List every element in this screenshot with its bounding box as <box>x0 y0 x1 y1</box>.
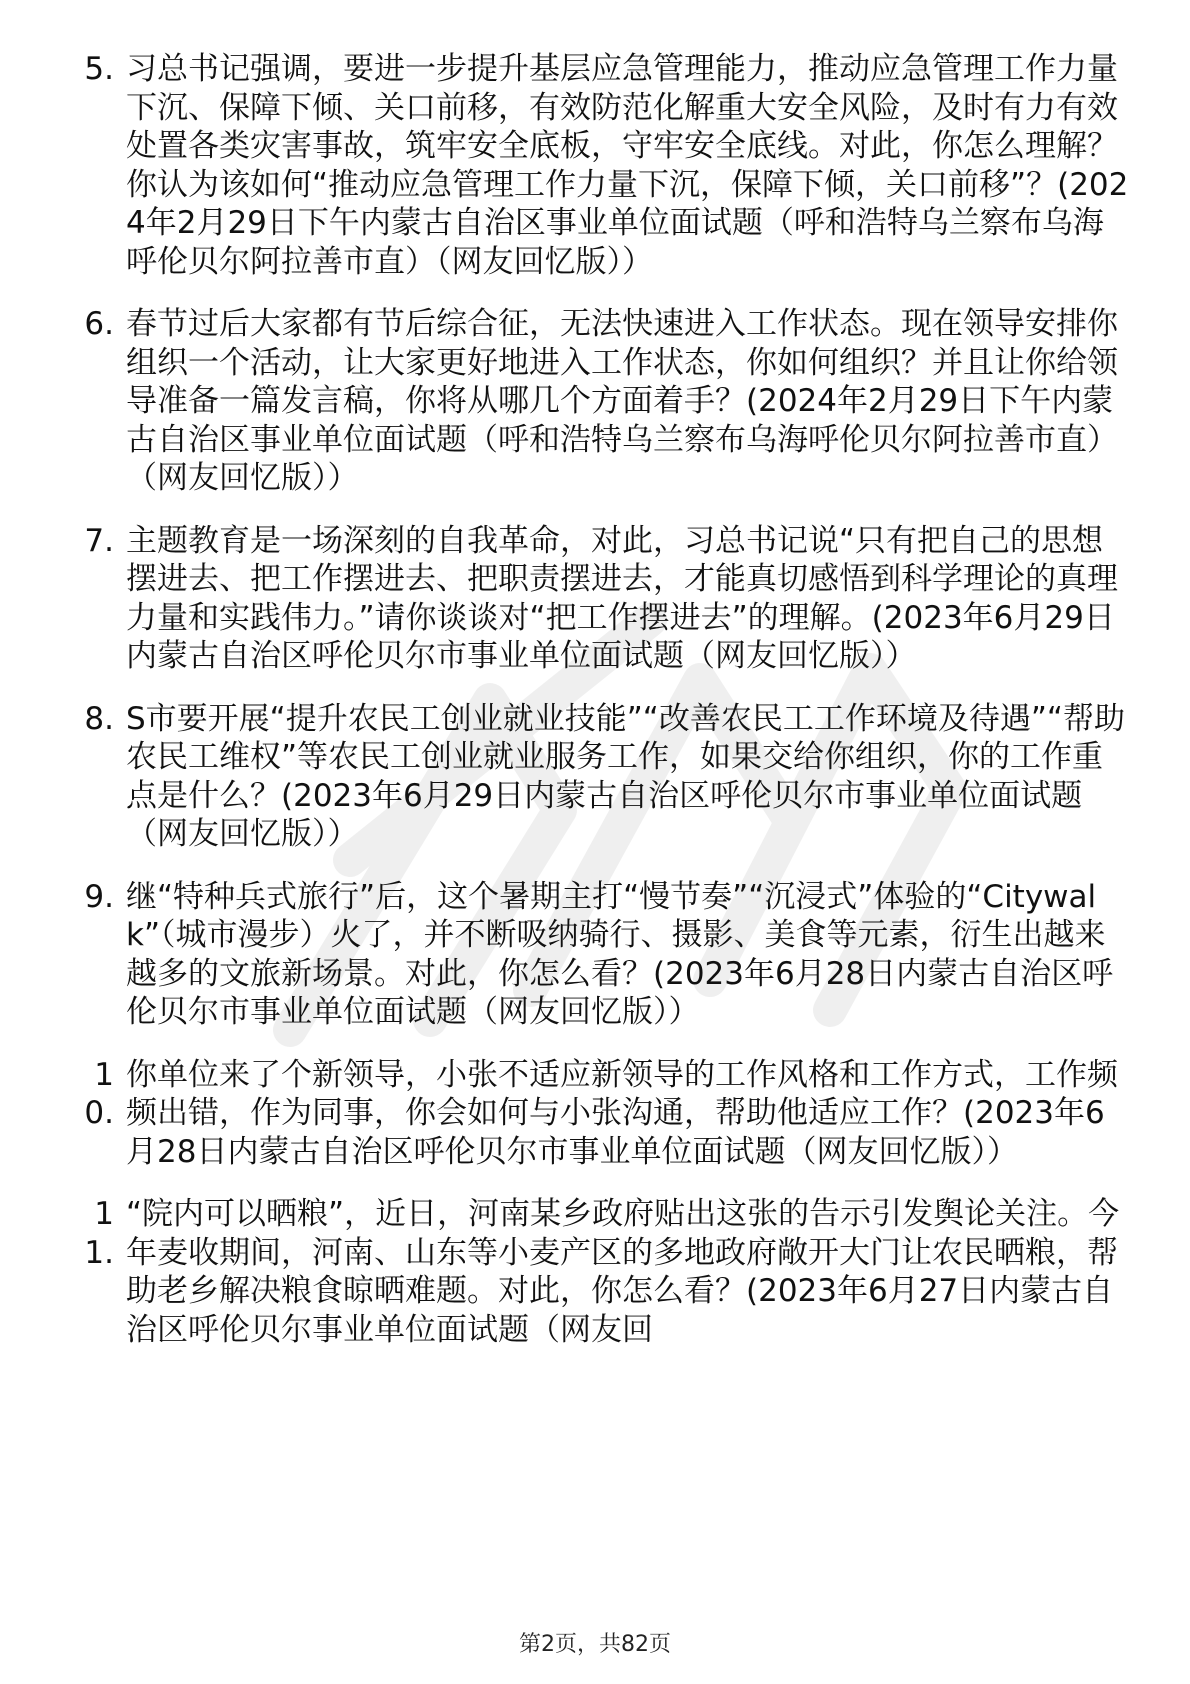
question-number: 10. <box>84 1056 114 1131</box>
question-item-8 <box>70 700 1130 854</box>
question-text: 习总书记强调，要进一步提升基层应急管理能力，推动应急管理工作力量下沉、保障下倾、关口前移，有效防范化解重大安全风险，及时有力有效处置各类灾害事故，筑牢安全底板，守牢安全底线。对此，你怎么理解？你认为该如何“推动应急管理工作力量下沉，保障下倾，关口前移”？(2024年2月29日下午内蒙古自治区事业单位面试题（呼和浩特乌兰察布乌海呼伦贝尔阿拉善市直）（网友回忆版）） <box>126 51 1129 280</box>
question-number: 8. <box>84 700 114 737</box>
question-item-11 <box>70 1195 1130 1349</box>
question-number: 9. <box>84 878 114 915</box>
question-item-7 <box>70 522 1130 676</box>
page-number-label: 第2页，共82页 <box>519 1632 671 1657</box>
question-number: 5. <box>84 51 114 87</box>
question-item-9 <box>70 878 1130 1032</box>
question-item-10 <box>70 1056 1130 1172</box>
question-number: 6. <box>84 306 114 342</box>
question-text: 继“特种兵式旅行”后，这个暑期主打“慢节奏”“沉浸式”体验的“Citywalk”（城市漫步）火了，并不断吸纳骑行、摄影、美食等元素，衍生出越来越多的文旅新场景。对此，你怎么看？(2023年6月28日内蒙古自治区呼伦贝尔市事业单位面试题（网友回忆版）） <box>126 878 1114 1030</box>
question-text: 你单位来了个新领导，小张不适应新领导的工作风格和工作方式，工作频频出错，作为同事，你会如何与小张沟通，帮助他适应工作？(2023年6月28日内蒙古自治区呼伦贝尔市事业单位面试题（网友回忆版）） <box>126 1056 1118 1170</box>
page-footer <box>0 1631 1190 1659</box>
question-text: “院内可以晒粮”，近日，河南某乡政府贴出这张的告示引发舆论关注。今年麦收期间，河南、山东等小麦产区的多地政府敞开大门让农民晒粮，帮助老乡解决粮食晾晒难题。对此，你怎么看？(2023年6月27日内蒙古自治区呼伦贝尔事业单位面试题（网友回 <box>126 1196 1120 1348</box>
question-text: 春节过后大家都有节后综合征，无法快速进入工作状态。现在领导安排你组织一个活动，让大家更好地进入工作状态，你如何组织？并且让你给领导准备一篇发言稿，你将从哪几个方面着手？(2024年2月29日下午内蒙古自治区事业单位面试题（呼和浩特乌兰察布乌海呼伦贝尔阿拉善市直）（网友回忆版）） <box>126 306 1118 496</box>
question-text: S市要开展“提升农民工创业就业技能”“改善农民工工作环境及待遇”“帮助农民工维权”等农民工创业就业服务工作，如果交给你组织，你的工作重点是什么？(2023年6月29日内蒙古自治区呼伦贝尔市事业单位面试题（网友回忆版）） <box>126 700 1125 852</box>
question-number: 11. <box>84 1196 114 1271</box>
question-text: 主题教育是一场深刻的自我革命，对此，习总书记说“只有把自己的思想摆进去、把工作摆进去、把职责摆进去，才能真切感悟到科学理论的真理力量和实践伟力。”请你谈谈对“把工作摆进去”的理解。(2023年6月29日内蒙古自治区呼伦贝尔市事业单位面试题（网友回忆版）） <box>126 522 1118 674</box>
question-list <box>70 50 1130 1373</box>
question-number: 7. <box>84 522 114 559</box>
question-item-5 <box>70 50 1130 281</box>
question-item-6 <box>70 305 1130 498</box>
